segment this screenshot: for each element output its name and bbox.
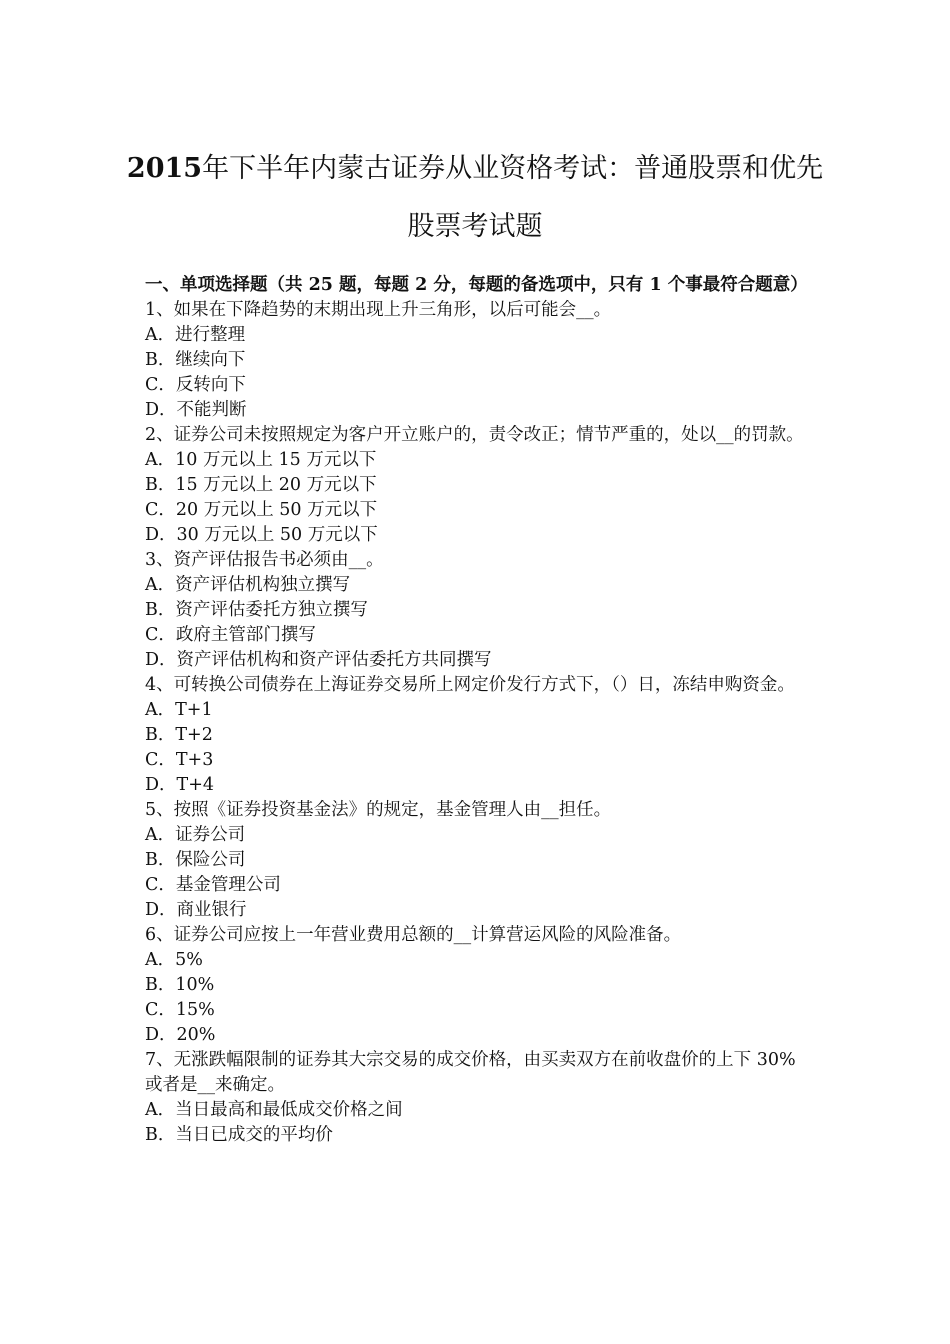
option-d: D．20% <box>145 1025 216 1045</box>
option-b: B．当日已成交的平均价 <box>145 1125 333 1145</box>
question-5 <box>145 798 810 923</box>
option-a: A．进行整理 <box>145 325 246 345</box>
question-text: 6、证券公司应按上一年营业费用总额的__计算营运风险的风险准备。 <box>145 925 682 945</box>
title-line-2: 股票考试题 <box>407 211 543 242</box>
question-text: 4、可转换公司债券在上海证券交易所上网定价发行方式下，（）日，冻结申购资金。 <box>145 675 795 695</box>
question-text: 7、无涨跌幅限制的证券其大宗交易的成交价格，由买卖双方在前收盘价的上下 30%或者是__来确定。 <box>145 1050 796 1095</box>
option-b: B．继续向下 <box>145 350 246 370</box>
option-c: C．政府主管部门撰写 <box>145 625 316 645</box>
option-b: B．资产评估委托方独立撰写 <box>145 600 368 620</box>
option-c: C．20 万元以上 50 万元以下 <box>145 500 378 520</box>
question-text: 5、按照《证券投资基金法》的规定，基金管理人由__担任。 <box>145 800 612 820</box>
question-text: 1、如果在下降趋势的末期出现上升三角形，以后可能会__。 <box>145 300 612 320</box>
question-7 <box>145 1048 810 1148</box>
option-d: D．商业银行 <box>145 900 247 920</box>
option-d: D．不能判断 <box>145 400 247 420</box>
question-text: 2、证券公司未按照规定为客户开立账户的，责令改正；情节严重的，处以__的罚款。 <box>145 425 804 445</box>
option-a: A．资产评估机构独立撰写 <box>145 575 351 595</box>
title-line-1-text: 年下半年内蒙古证券从业资格考试：普通股票和优先 <box>202 153 824 184</box>
option-c: C．基金管理公司 <box>145 875 281 895</box>
question-6 <box>145 923 810 1048</box>
option-b: B．15 万元以上 20 万元以下 <box>145 475 377 495</box>
option-c: C．15% <box>145 1000 215 1020</box>
option-d: D．30 万元以上 50 万元以下 <box>145 525 378 545</box>
option-b: B．10% <box>145 975 215 995</box>
option-a: A．证券公司 <box>145 825 246 845</box>
option-a: A．T+1 <box>145 700 213 720</box>
section-header: 一、单项选择题（共 25 题，每题 2 分，每题的备选项中，只有 1 个事最符合题意） <box>145 275 808 295</box>
option-c: C．反转向下 <box>145 375 246 395</box>
question-text: 3、资产评估报告书必须由__。 <box>145 550 384 570</box>
question-1 <box>145 298 810 423</box>
document-title <box>110 140 840 256</box>
option-a: A．当日最高和最低成交价格之间 <box>145 1100 403 1120</box>
option-d: D．T+4 <box>145 775 215 795</box>
option-a: A．10 万元以上 15 万元以下 <box>145 450 377 470</box>
question-2 <box>145 423 810 548</box>
question-4 <box>145 673 810 798</box>
option-c: C．T+3 <box>145 750 214 770</box>
option-a: A．5% <box>145 950 203 970</box>
document-body <box>145 273 810 1148</box>
option-b: B．T+2 <box>145 725 213 745</box>
title-line-1 <box>110 140 840 198</box>
title-year: 2015 <box>126 153 203 184</box>
option-b: B．保险公司 <box>145 850 246 870</box>
option-d: D．资产评估机构和资产评估委托方共同撰写 <box>145 650 492 670</box>
question-3 <box>145 548 810 673</box>
